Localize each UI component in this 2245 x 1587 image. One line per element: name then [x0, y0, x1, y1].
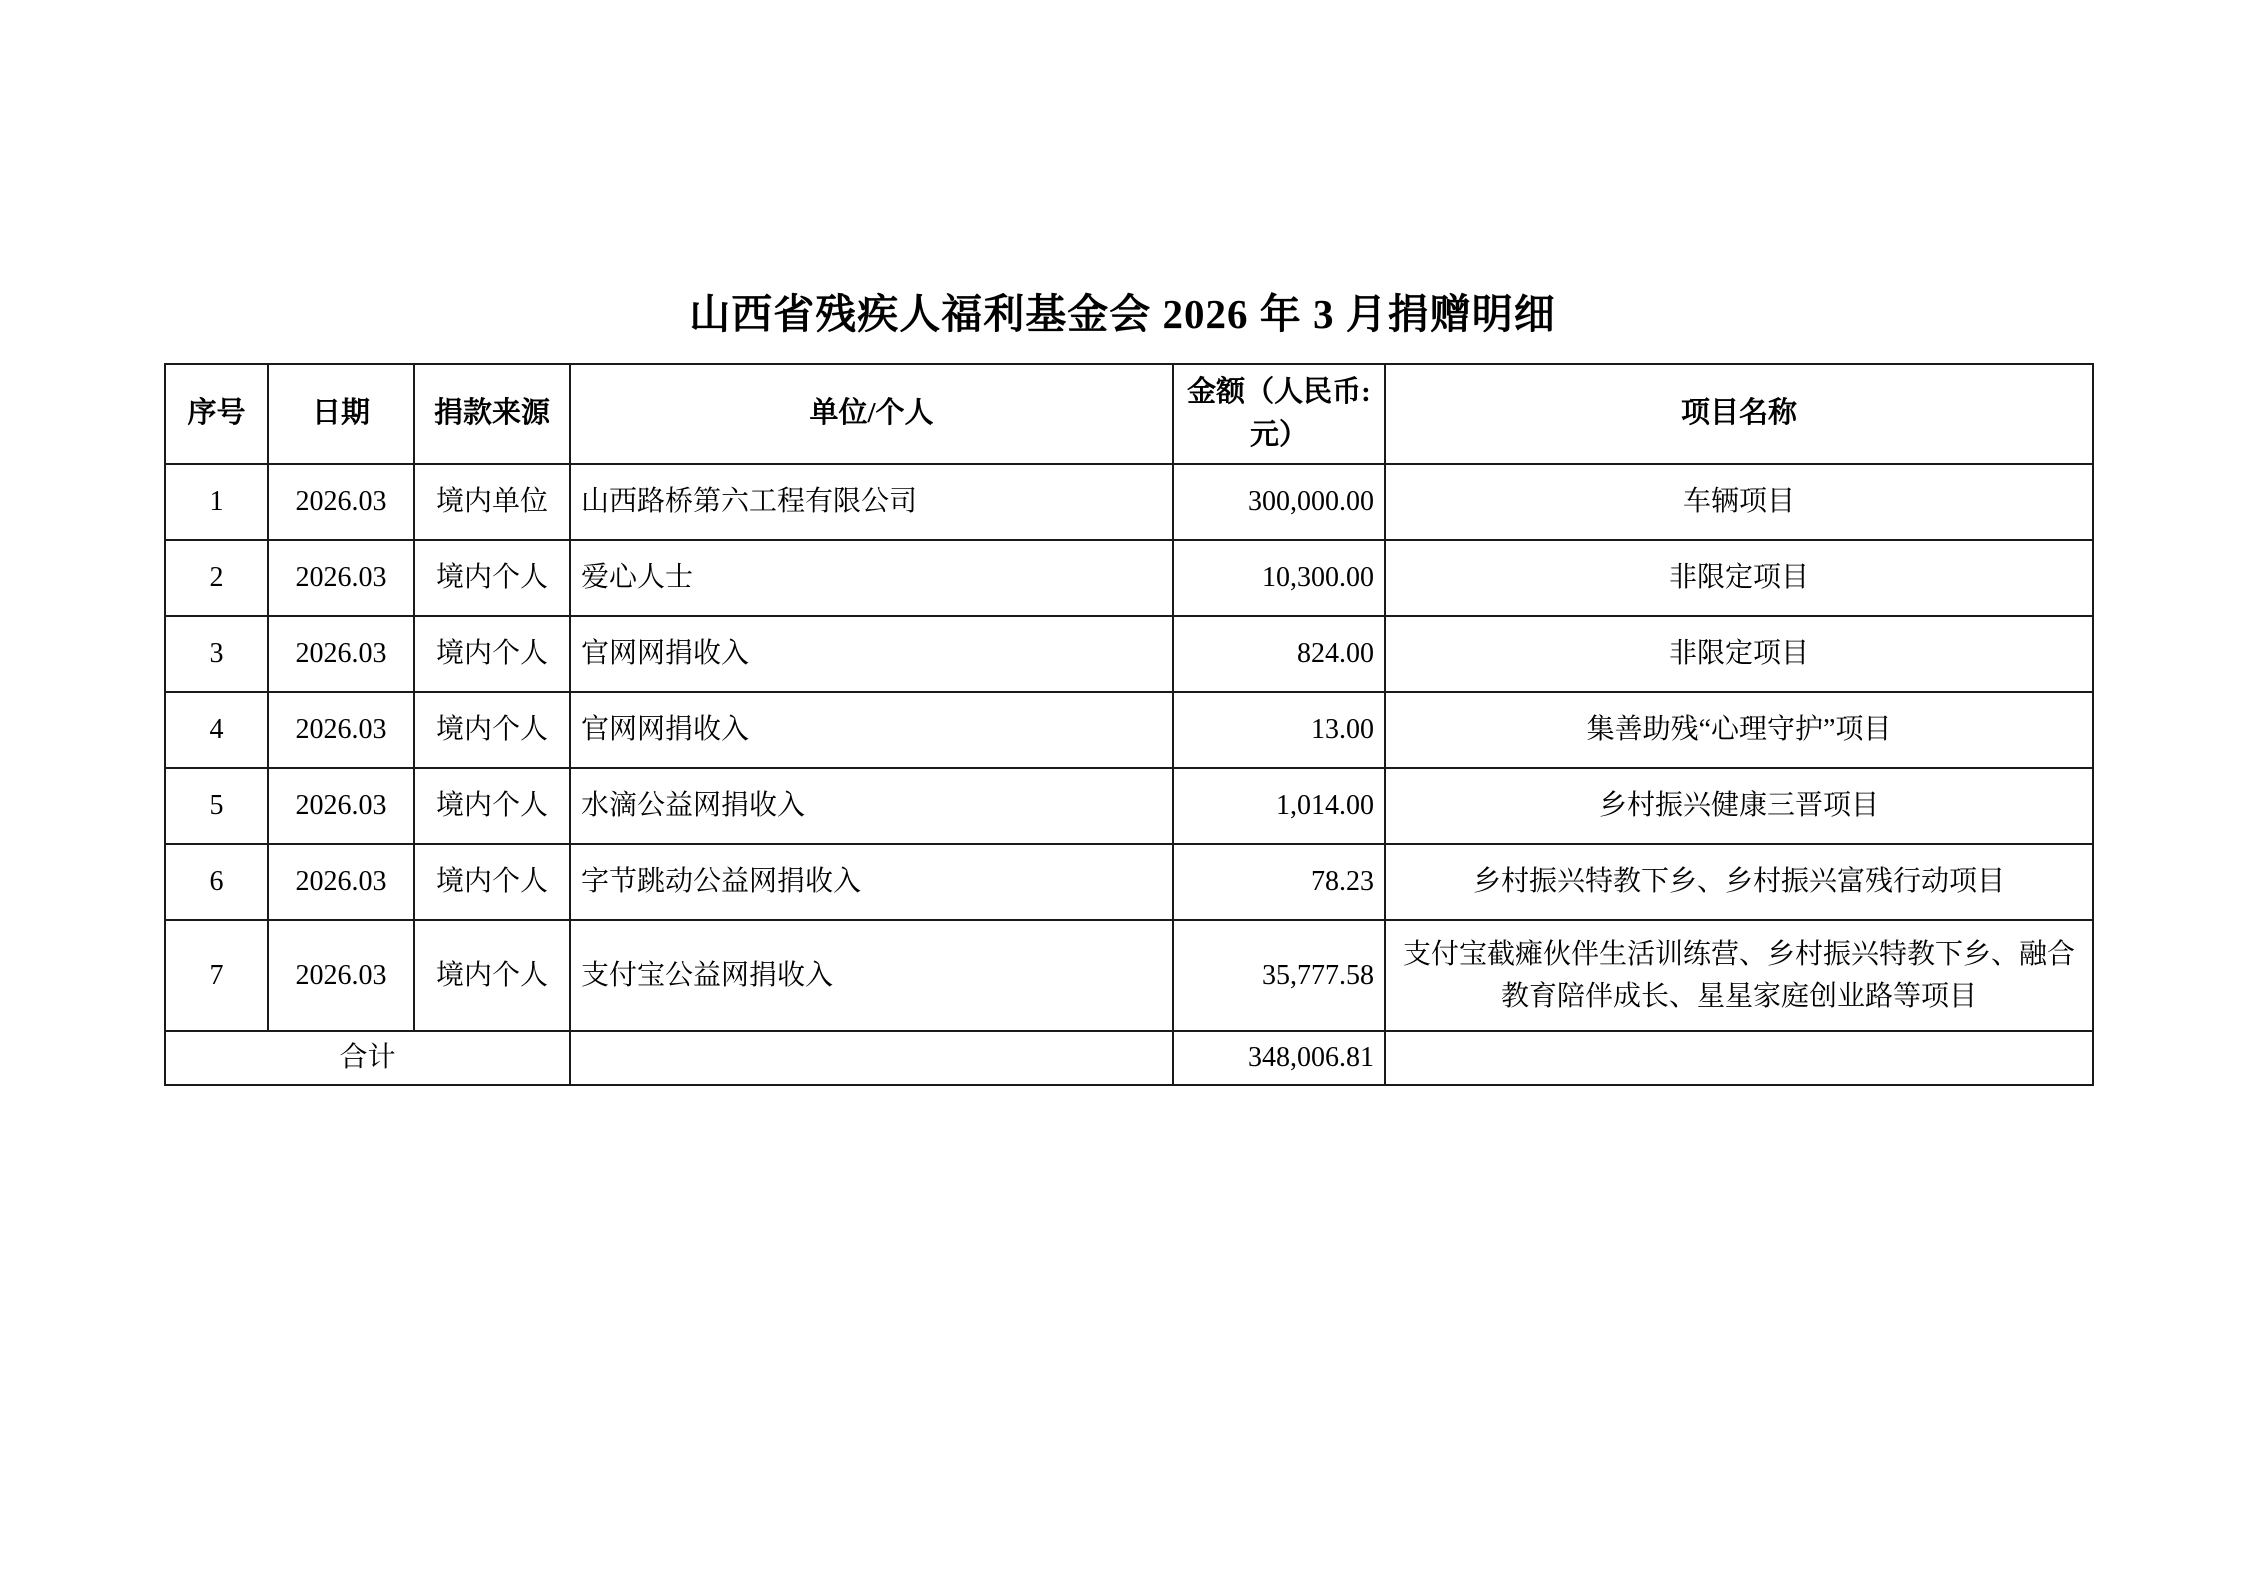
cell-serial: 2	[165, 540, 268, 616]
cell-date: 2026.03	[268, 692, 414, 768]
cell-project: 集善助残“心理守护”项目	[1385, 692, 2093, 768]
donation-table	[164, 363, 2094, 1086]
cell-serial: 6	[165, 844, 268, 920]
total-amount: 348,006.81	[1173, 1031, 1385, 1085]
cell-serial: 4	[165, 692, 268, 768]
cell-source: 境内个人	[414, 844, 570, 920]
cell-amount: 824.00	[1173, 616, 1385, 692]
cell-project: 非限定项目	[1385, 616, 2093, 692]
header-project-name: 项目名称	[1385, 364, 2093, 464]
cell-amount: 78.23	[1173, 844, 1385, 920]
cell-project: 非限定项目	[1385, 540, 2093, 616]
cell-source: 境内个人	[414, 540, 570, 616]
table-header-row	[165, 364, 2093, 464]
table-row-4	[165, 692, 2093, 768]
document-title: 山西省残疾人福利基金会 2026 年 3 月捐赠明细	[689, 291, 1556, 337]
cell-project: 支付宝截瘫伙伴生活训练营、乡村振兴特教下乡、融合教育陪伴成长、星星家庭创业路等项目	[1385, 920, 2093, 1031]
cell-source: 境内单位	[414, 464, 570, 540]
cell-project: 车辆项目	[1385, 464, 2093, 540]
cell-date: 2026.03	[268, 540, 414, 616]
cell-date: 2026.03	[268, 844, 414, 920]
header-unit-individual: 单位/个人	[570, 364, 1173, 464]
table-row-6	[165, 844, 2093, 920]
header-amount: 金额（人民币:元）	[1173, 364, 1385, 464]
cell-source: 境内个人	[414, 692, 570, 768]
cell-source: 境内个人	[414, 616, 570, 692]
cell-donor: 爱心人士	[570, 540, 1173, 616]
cell-donor: 支付宝公益网捐收入	[570, 920, 1173, 1031]
cell-serial: 1	[165, 464, 268, 540]
cell-project: 乡村振兴特教下乡、乡村振兴富残行动项目	[1385, 844, 2093, 920]
cell-donor: 水滴公益网捐收入	[570, 768, 1173, 844]
cell-source: 境内个人	[414, 768, 570, 844]
cell-donor: 山西路桥第六工程有限公司	[570, 464, 1173, 540]
cell-date: 2026.03	[268, 768, 414, 844]
table-row-5	[165, 768, 2093, 844]
total-label: 合计	[165, 1031, 570, 1085]
cell-amount: 1,014.00	[1173, 768, 1385, 844]
cell-donor: 官网网捐收入	[570, 692, 1173, 768]
table-total-row	[165, 1031, 2093, 1085]
cell-serial: 3	[165, 616, 268, 692]
cell-serial: 5	[165, 768, 268, 844]
cell-amount: 10,300.00	[1173, 540, 1385, 616]
table-row-2	[165, 540, 2093, 616]
cell-serial: 7	[165, 920, 268, 1031]
total-project-empty-cell	[1385, 1031, 2093, 1085]
cell-date: 2026.03	[268, 464, 414, 540]
cell-date: 2026.03	[268, 616, 414, 692]
header-date: 日期	[268, 364, 414, 464]
table-row-7	[165, 920, 2093, 1031]
header-donation-source: 捐款来源	[414, 364, 570, 464]
cell-donor: 官网网捐收入	[570, 616, 1173, 692]
cell-source: 境内个人	[414, 920, 570, 1031]
table-row-1	[165, 464, 2093, 540]
cell-amount: 13.00	[1173, 692, 1385, 768]
total-donor-empty-cell	[570, 1031, 1173, 1085]
cell-project: 乡村振兴健康三晋项目	[1385, 768, 2093, 844]
cell-date: 2026.03	[268, 920, 414, 1031]
cell-donor: 字节跳动公益网捐收入	[570, 844, 1173, 920]
table-row-3	[165, 616, 2093, 692]
cell-amount: 300,000.00	[1173, 464, 1385, 540]
cell-amount: 35,777.58	[1173, 920, 1385, 1031]
header-serial-number: 序号	[165, 364, 268, 464]
